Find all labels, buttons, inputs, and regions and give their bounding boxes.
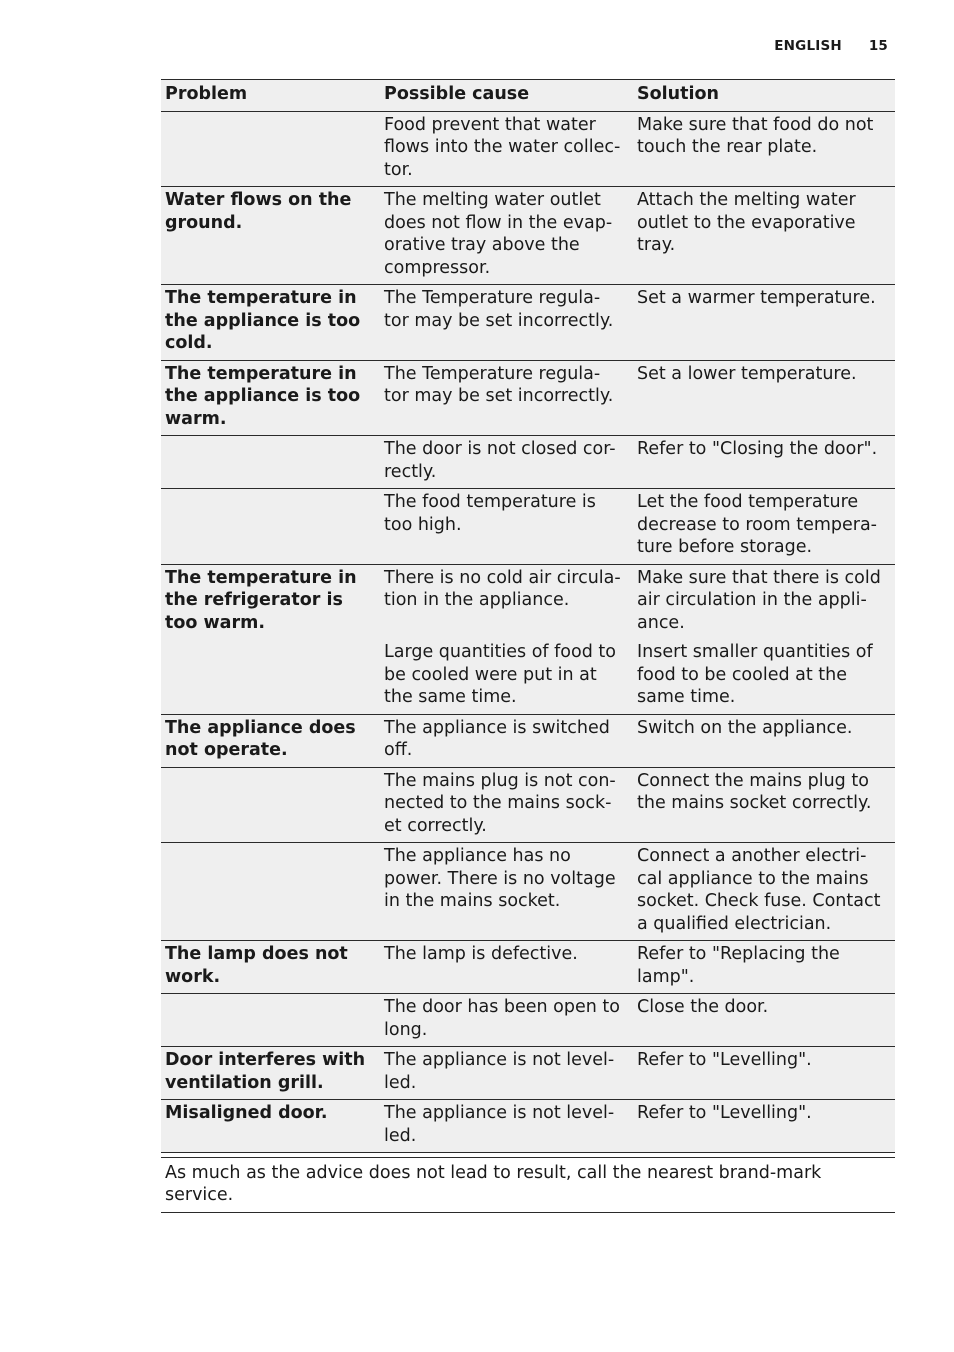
problem-cell (161, 843, 380, 941)
troubleshooting-section (161, 79, 895, 1213)
problem-cell (161, 111, 380, 187)
table-header-row (161, 80, 895, 112)
column-header-problem: Problem (161, 80, 380, 112)
problem-cell: Misaligned door. (161, 1100, 380, 1153)
cause-cell: The appliance is switched off. (380, 714, 633, 767)
solution-cell: Refer to "Levelling". (633, 1100, 895, 1153)
solution-cell: Insert smaller quantities of food to be cooled at the same time. (633, 639, 895, 714)
problem-cell: The temperature in the appliance is too cold. (161, 285, 380, 361)
service-footnote: As much as the advice does not lead to result, call the nearest brand-mark service. (161, 1157, 895, 1213)
cause-cell: The mains plug is not con- nected to the mains sock- et correctly. (380, 767, 633, 843)
table-row (161, 843, 895, 941)
cause-cell: The door is not closed cor- rectly. (380, 436, 633, 489)
problem-cell (161, 994, 380, 1047)
table-row (161, 489, 895, 565)
troubleshooting-table (161, 79, 895, 1153)
column-header-solution: Solution (633, 80, 895, 112)
table-row (161, 564, 895, 639)
solution-cell: Connect the mains plug to the mains socket correctly. (633, 767, 895, 843)
cause-cell: The appliance is not level- led. (380, 1100, 633, 1153)
solution-cell: Set a warmer temperature. (633, 285, 895, 361)
solution-cell: Switch on the appliance. (633, 714, 895, 767)
column-header-cause: Possible cause (380, 80, 633, 112)
solution-cell: Attach the melting water outlet to the evaporative tray. (633, 187, 895, 285)
solution-cell: Let the food temperature decrease to room tempera- ture before storage. (633, 489, 895, 565)
language-label: ENGLISH (774, 38, 842, 54)
table-row (161, 994, 895, 1047)
problem-cell: Water flows on the ground. (161, 187, 380, 285)
solution-cell: Connect a another electri- cal appliance to the mains socket. Check fuse. Contact a qualified electrician. (633, 843, 895, 941)
page-number: 15 (868, 38, 888, 54)
problem-cell: The temperature in the refrigerator is too warm. (165, 567, 357, 633)
cause-cell: The appliance is not level- led. (380, 1047, 633, 1100)
table-row (161, 111, 895, 187)
cause-cell: Food prevent that water flows into the water collec- tor. (380, 111, 633, 187)
problem-cell (161, 767, 380, 843)
problem-cell: The appliance does not operate. (161, 714, 380, 767)
problem-cell: The lamp does not work. (161, 941, 380, 994)
cause-cell: The melting water outlet does not flow in the evap- orative tray above the compressor. (380, 187, 633, 285)
page-header (774, 38, 888, 54)
solution-cell: Refer to "Closing the door". (633, 436, 895, 489)
problem-cell (161, 639, 380, 714)
cause-cell: There is no cold air circula- tion in the appliance. (384, 567, 621, 610)
cause-cell: The food temperature is too high. (380, 489, 633, 565)
table-row (161, 714, 895, 767)
cause-cell: The Temperature regula- tor may be set incorrectly. (380, 285, 633, 361)
table-row (161, 285, 895, 361)
cause-cell: Large quantities of food to be cooled were put in at the same time. (380, 639, 633, 714)
problem-cell (161, 489, 380, 565)
cause-cell: The lamp is defective. (380, 941, 633, 994)
table-row (161, 639, 895, 714)
solution-cell: Set a lower temperature. (633, 360, 895, 436)
solution-cell: Refer to "Levelling". (633, 1047, 895, 1100)
table-row (161, 767, 895, 843)
cause-cell: The Temperature regula- tor may be set incorrectly. (380, 360, 633, 436)
cause-cell: The appliance has no power. There is no voltage in the mains socket. (380, 843, 633, 941)
table-row (161, 436, 895, 489)
solution-cell: Make sure that food do not touch the rear plate. (633, 111, 895, 187)
table-row (161, 1047, 895, 1100)
table-row (161, 1100, 895, 1153)
solution-cell: Make sure that there is cold air circulation in the appli- ance. (637, 567, 881, 633)
table-row (161, 941, 895, 994)
problem-cell (161, 436, 380, 489)
table-row (161, 360, 895, 436)
solution-cell: Refer to "Replacing the lamp". (633, 941, 895, 994)
solution-cell: Close the door. (633, 994, 895, 1047)
cause-cell: The door has been open to long. (380, 994, 633, 1047)
table-row (161, 187, 895, 285)
problem-cell: Door interferes with ventilation grill. (161, 1047, 380, 1100)
problem-cell: The temperature in the appliance is too warm. (161, 360, 380, 436)
